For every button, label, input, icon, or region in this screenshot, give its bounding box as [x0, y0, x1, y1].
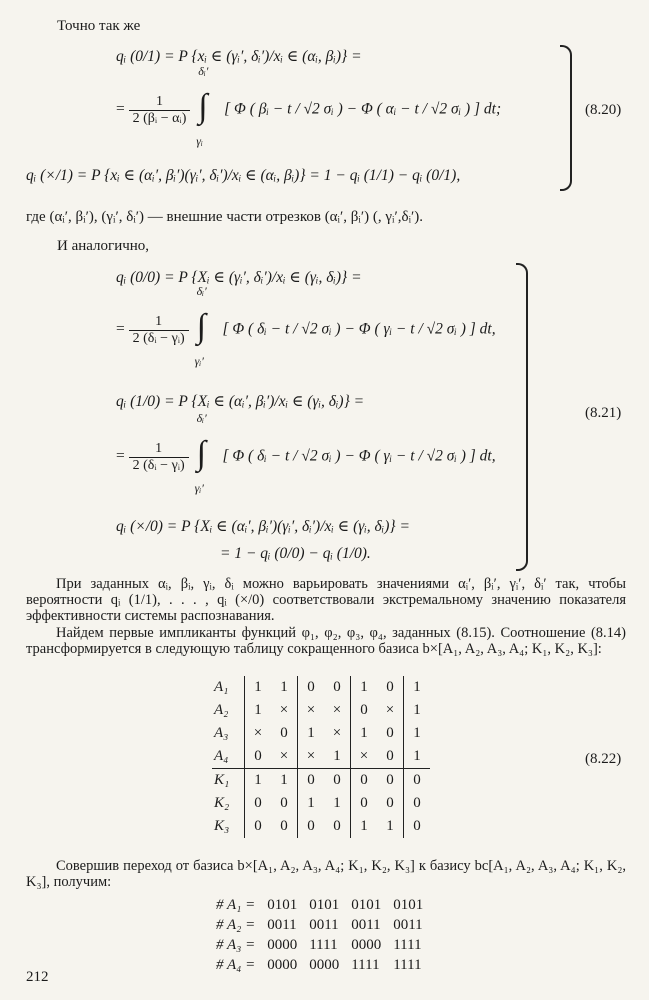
table-cell: 1 — [386, 818, 394, 834]
table-cell: × — [253, 725, 263, 741]
eq-label-821: (8.21) — [585, 405, 622, 421]
table-cell: 0 — [298, 815, 325, 838]
table-cell: 1 — [271, 769, 298, 793]
paragraph-transition: Совершив переход от базиса b×[A₁, A₂, A₃, A₄; K₁, K₂, K₃] к базису bc[A₁, A₂, A₃, A₄; K₁, K₂, K₃], получим: — [26, 858, 626, 890]
table-cell: 1 — [298, 792, 325, 815]
fraction-numerator: 1 — [155, 440, 163, 456]
table-cell: 0 — [404, 815, 431, 838]
fraction — [129, 441, 189, 474]
table-cell: 0 — [254, 818, 262, 834]
intro-text: Точно так же — [57, 18, 141, 34]
table-cell: 0 — [280, 795, 288, 811]
eq-label-820: (8.20) — [585, 102, 622, 118]
table-cell: × — [279, 748, 289, 764]
where-text: где (αᵢ′, βᵢ′), (γᵢ′, δᵢ′) — внешние части отрезков (αᵢ′, βᵢ′) (, γᵢ′,δᵢ′). — [26, 209, 424, 225]
implicant-row — [210, 935, 429, 955]
table-cell: × — [385, 702, 395, 718]
integral-lower: γᵢ — [196, 134, 203, 148]
integral-sign: ∫ δᵢ′ γᵢ — [196, 64, 209, 148]
table-cell: 0 — [386, 748, 394, 764]
table-cell: 1 — [404, 722, 431, 745]
intro-text-2: И аналогично, — [57, 238, 150, 254]
table-row — [212, 699, 430, 722]
integral-sign: ∫ δᵢ′ γᵢ′ — [194, 284, 207, 368]
table-cell: 0 — [324, 769, 351, 793]
implicant-value: 1111 — [393, 936, 422, 953]
table-row — [212, 815, 430, 838]
table-cell: 0 — [386, 725, 394, 741]
table-cell: 0 — [333, 679, 341, 695]
table-cell: 1 — [351, 815, 378, 838]
implicant-row — [210, 955, 429, 975]
table-cell: 0 — [298, 769, 325, 793]
eq821-line1: qᵢ (0/0) = P {Xᵢ ∈ (γᵢ′, δᵢ′)/xᵢ ∈ (γᵢ, δᵢ)} = — [116, 269, 362, 286]
table-cell: × — [298, 699, 325, 722]
implicants-table — [210, 895, 429, 975]
integral-lower: γᵢ′ — [194, 354, 204, 368]
table-cell: 0 — [404, 792, 431, 815]
implicant-value: 0011 — [393, 916, 423, 933]
eq-equals: = — [116, 320, 125, 338]
eq820-line2 — [116, 64, 502, 148]
basis-table — [212, 676, 430, 838]
integrand: [ Φ ( δᵢ − t / √2 σᵢ ) − Φ ( γᵢ − t / √2 σᵢ ) ] dt, — [222, 447, 496, 465]
table-row — [212, 676, 430, 699]
fraction-denominator: 2 (δᵢ − γᵢ) — [129, 330, 189, 347]
right-brace-821 — [516, 263, 528, 571]
table-cell: 0 — [298, 676, 325, 699]
integrand: [ Φ ( βᵢ − t / √2 σᵢ ) − Φ ( αᵢ − t / √2 σᵢ ) ] dt; — [224, 100, 502, 118]
table-cell: 0 — [280, 818, 288, 834]
eq821-line5: qᵢ (×/0) = P {Xᵢ ∈ (αᵢ′, βᵢ′)(γᵢ′, δᵢ′)/xᵢ ∈ (γᵢ, δᵢ)} = — [116, 518, 410, 535]
fraction-numerator: 1 — [155, 313, 163, 329]
page-number: 212 — [26, 969, 49, 985]
table-cell: × — [332, 702, 342, 718]
fraction-denominator: 2 (βᵢ − αᵢ) — [129, 110, 191, 127]
table-cell: 0 — [280, 725, 288, 741]
fraction-denominator: 2 (δᵢ − γᵢ) — [129, 457, 189, 474]
implicant-label: # A₂ = — [216, 916, 256, 933]
table-cell: 1 — [298, 722, 325, 745]
eq821-line3: qᵢ (1/0) = P {Xᵢ ∈ (αᵢ′, βᵢ′)/xᵢ ∈ (γᵢ, δᵢ)} = — [116, 393, 365, 410]
table-cell: 1 — [254, 679, 262, 695]
integral-upper: δᵢ′ — [196, 284, 207, 298]
implicant-value: 0101 — [351, 896, 382, 913]
integral-upper: δᵢ′ — [198, 64, 209, 78]
integral-upper: δᵢ′ — [196, 411, 207, 425]
table-cell: × — [298, 745, 325, 769]
table-cell: 1 — [404, 699, 431, 722]
implicant-label: # A₃ = — [216, 936, 256, 953]
implicant-value: 0101 — [267, 896, 298, 913]
eq-equals: = — [116, 447, 125, 465]
table-cell: 0 — [333, 818, 341, 834]
paragraph-implicants: Найдем первые импликанты функций φ₁, φ₂, φ₃, φ₄, заданных (8.15). Соотношение (8.14) трансформируется в следующую таблицу сокращенного базиса b×[A₁, A₂, A₃, A₄; K₁, K₂, K₃]: — [26, 625, 626, 657]
implicant-value: 0011 — [351, 916, 381, 933]
implicant-value: 1111 — [393, 956, 422, 973]
implicant-value: 0000 — [267, 936, 298, 953]
implicant-value: 0000 — [309, 956, 340, 973]
paragraph-variation: При заданных αᵢ, βᵢ, γᵢ, δᵢ можно варьировать значениями αᵢ′, βᵢ′, γᵢ′, δᵢ′ так, чтобы вероятности qᵢ (1/1), . . . , qᵢ (×/0) соответствовали экстремальному значению показателя эффективности системы распознавания. — [26, 576, 626, 624]
implicant-value: 0011 — [267, 916, 297, 933]
eq821-line2 — [116, 284, 496, 368]
table-cell: 1 — [333, 795, 341, 811]
implicant-value: 0101 — [393, 896, 424, 913]
table-cell: 1 — [351, 722, 378, 745]
table-cell: 0 — [386, 679, 394, 695]
implicant-value: 0101 — [309, 896, 340, 913]
table-cell: 1 — [280, 679, 288, 695]
row-header: A₂ — [212, 699, 245, 722]
eq820-line3: qᵢ (×/1) = P {xᵢ ∈ (αᵢ′, βᵢ′)(γᵢ′, δᵢ′)/xᵢ ∈ (αᵢ, βᵢ)} = 1 − qᵢ (1/1) − qᵢ (0/1), — [26, 167, 461, 184]
table-cell: 0 — [386, 795, 394, 811]
implicant-label: # A₄ = — [216, 956, 256, 973]
implicant-row — [210, 915, 429, 935]
table-cell: 1 — [404, 676, 431, 699]
table-cell: 1 — [333, 748, 341, 764]
eq821-line6: = 1 − qᵢ (0/0) − qᵢ (1/0). — [220, 545, 371, 562]
table-row — [212, 722, 430, 745]
eq820-line1: qᵢ (0/1) = P {xᵢ ∈ (γᵢ′, δᵢ′)/xᵢ ∈ (αᵢ, βᵢ)} = — [116, 48, 362, 65]
fraction — [129, 314, 189, 347]
table-cell: 0 — [351, 699, 378, 722]
implicant-value: 0000 — [267, 956, 298, 973]
row-header: K₃ — [212, 815, 245, 838]
table-cell: 1 — [245, 769, 272, 793]
implicant-label: # A₁ = — [216, 896, 256, 913]
table-cell: 0 — [351, 792, 378, 815]
integral-sign: ∫ δᵢ′ γᵢ′ — [194, 411, 207, 495]
row-header: A₄ — [212, 745, 245, 769]
right-brace-820 — [560, 45, 572, 191]
implicant-value: 0000 — [351, 936, 382, 953]
eq821-line4 — [116, 411, 496, 495]
table-cell: 0 — [254, 748, 262, 764]
row-header: K₁ — [212, 769, 245, 793]
table-cell: 0 — [254, 795, 262, 811]
implicant-row — [210, 895, 429, 915]
table-cell: 1 — [351, 676, 378, 699]
eq-equals: = — [116, 100, 125, 118]
table-cell: × — [351, 745, 378, 769]
table-row — [212, 769, 430, 793]
fraction — [129, 94, 191, 127]
implicant-value: 1111 — [351, 956, 380, 973]
table-cell: × — [332, 725, 342, 741]
table-cell: 0 — [377, 769, 404, 793]
fraction-numerator: 1 — [156, 93, 163, 109]
eq-label-822: (8.22) — [585, 751, 622, 767]
table-cell: 0 — [404, 769, 431, 793]
table-cell: 1 — [404, 745, 431, 769]
implicant-value: 0011 — [309, 916, 339, 933]
table-cell: × — [279, 702, 289, 718]
basis-table-grid — [212, 676, 430, 838]
table-cell: 0 — [351, 769, 378, 793]
integrand: [ Φ ( δᵢ − t / √2 σᵢ ) − Φ ( γᵢ − t / √2 σᵢ ) ] dt, — [222, 320, 496, 338]
row-header: A₃ — [212, 722, 245, 745]
integral-lower: γᵢ′ — [194, 481, 204, 495]
table-row — [212, 745, 430, 769]
row-header: K₂ — [212, 792, 245, 815]
row-header: A₁ — [212, 676, 245, 699]
table-cell: 1 — [254, 702, 262, 718]
implicant-value: 1111 — [309, 936, 338, 953]
table-row — [212, 792, 430, 815]
